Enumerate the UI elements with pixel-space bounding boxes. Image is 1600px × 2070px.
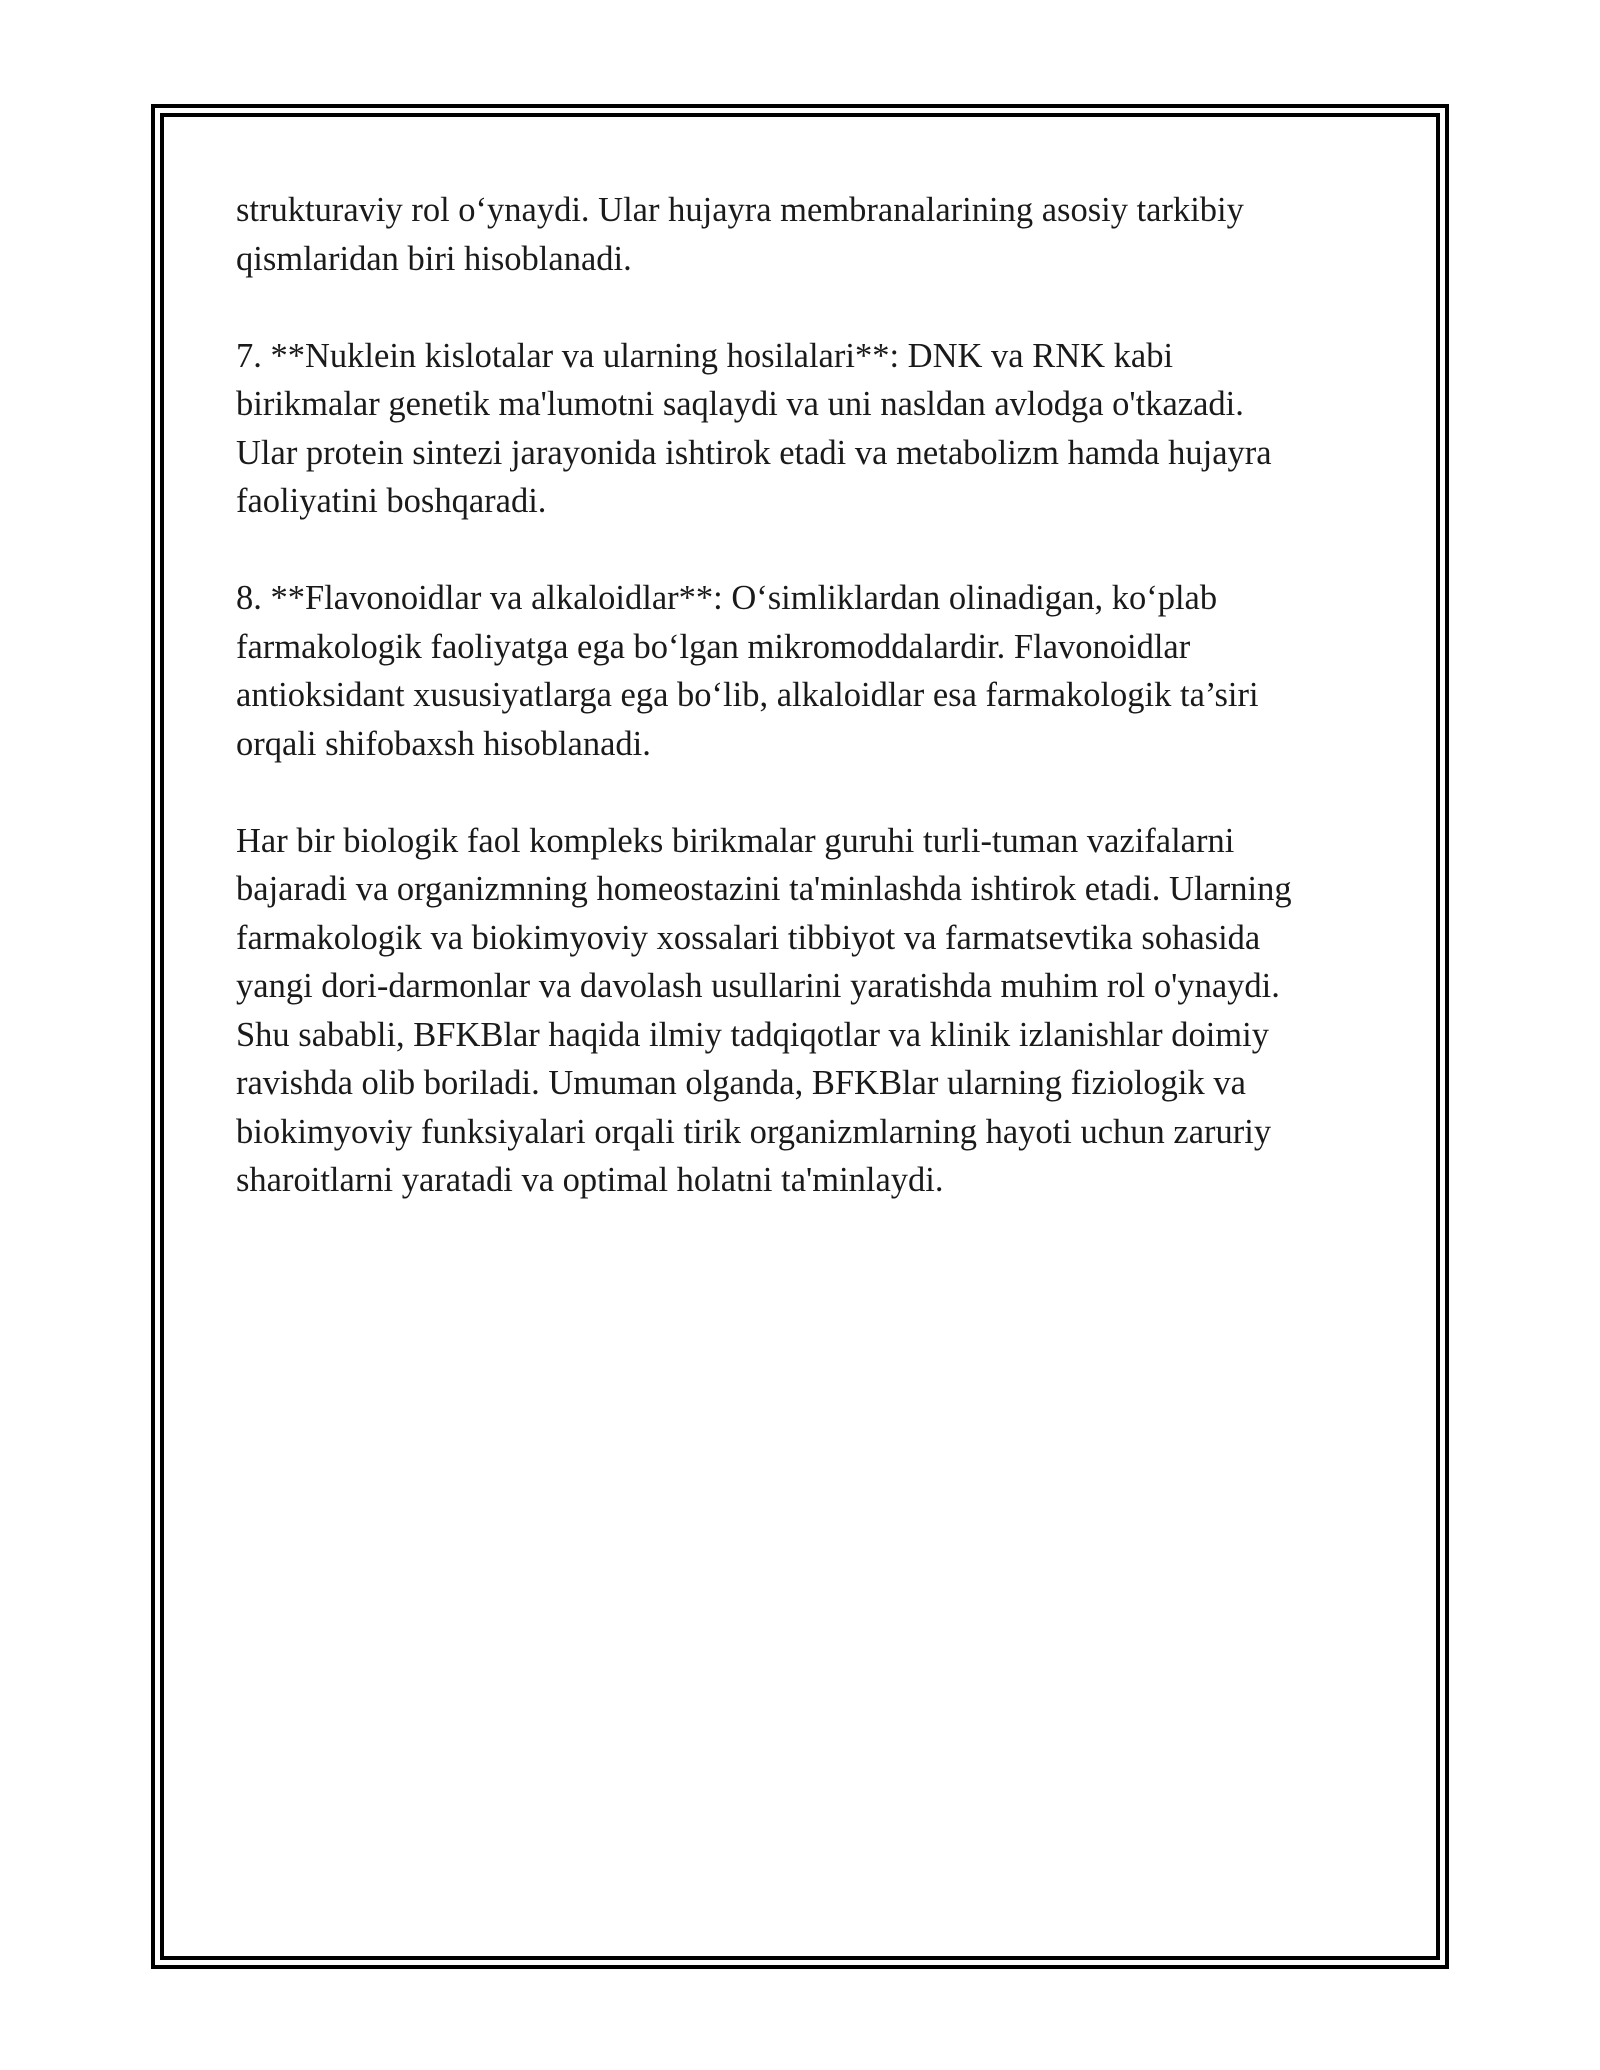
text-line: 8. **Flavonoidlar va alkaloidlar**: O‘simliklardan olinadigan, ko‘plab [236, 579, 1218, 617]
text-line: Har bir biologik faol kompleks birikmalar guruhi turli-tuman vazifalarni [236, 821, 1235, 860]
text-line: Shu sababli, BFKBlar haqida ilmiy tadqiqotlar va klinik izlanishlar doimiy [236, 1015, 1269, 1054]
text-line: yangi dori-darmonlar va davolash usullarini yaratishda muhim rol o'ynaydi. [236, 967, 1280, 1005]
text-line: farmakologik faoliyatga ega bo‘lgan mikromoddalardir. Flavonoidlar [236, 627, 1191, 666]
text-line: birikmalar genetik ma'lumotni saqlaydi va uni nasldan avlodga o'tkazadi. [236, 385, 1244, 423]
text-line: qismlaridan biri hisoblanadi. [236, 239, 632, 278]
text-line: farmakologik va biokimyoviy xossalari tibbiyot va farmatsevtika sohasida [236, 918, 1261, 957]
text-line: strukturaviy rol o‘ynaydi. Ular hujayra membranalarining asosiy tarkibiy [236, 191, 1244, 229]
paragraph-nucleic-acids [236, 332, 1366, 526]
text-line: antioksidant xususiyatlarga ega bo‘lib, alkaloidlar esa farmakologik ta’siri [236, 676, 1259, 714]
text-line: Ular protein sintezi jarayonida ishtirok etadi va metabolizm hamda hujayra [236, 433, 1272, 472]
text-line: bajaradi va organizmning homeostazini ta'minlashda ishtirok etadi. Ularning [236, 870, 1292, 908]
text-line: sharoitlarni yaratadi va optimal holatni ta'minlaydi. [236, 1161, 944, 1199]
text-line: faoliyatini boshqaradi. [236, 482, 547, 520]
text-line: 7. **Nuklein kislotalar va ularning hosilalari**: DNK va RNK kabi [236, 336, 1174, 375]
paragraph-flavonoids [236, 574, 1366, 768]
text-line: biokimyoviy funksiyalari orqali tirik organizmlarning hayoti uchun zaruriy [236, 1112, 1272, 1151]
paragraph-lipids-continuation [236, 186, 1366, 283]
text-line: ravishda olib boriladi. Umuman olganda, BFKBlar ularning fiziologik va [236, 1064, 1246, 1102]
text-line: orqali shifobaxsh hisoblanadi. [236, 724, 651, 763]
paragraph-summary [236, 817, 1366, 1205]
document-body [236, 186, 1366, 1253]
